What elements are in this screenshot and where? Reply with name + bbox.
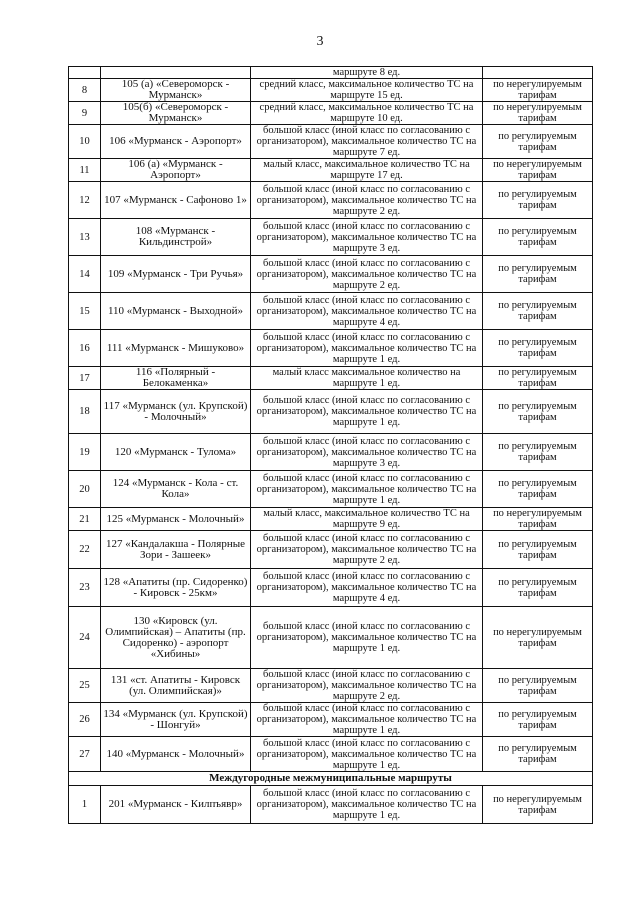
tariff-type: по регулируемым тарифам — [483, 390, 593, 434]
row-number: 14 — [69, 256, 101, 293]
row-number — [69, 67, 101, 79]
vehicle-class: малый класс максимальное количество на маршруте 1 ед. — [251, 367, 483, 390]
tariff-type: по регулируемым тарифам — [483, 125, 593, 159]
tariff-type: по регулируемым тарифам — [483, 471, 593, 508]
table-row — [69, 79, 593, 102]
row-number: 11 — [69, 159, 101, 182]
tariff-type: по регулируемым тарифам — [483, 531, 593, 569]
section-title: Междугородные межмуниципальные маршруты — [69, 772, 593, 786]
tariff-type: по нерегулируемым тарифам — [483, 159, 593, 182]
tariff-type: по регулируемым тарифам — [483, 330, 593, 367]
table-row — [69, 125, 593, 159]
table-row — [69, 607, 593, 669]
tariff-type: по нерегулируемым тарифам — [483, 508, 593, 531]
row-number: 19 — [69, 434, 101, 471]
table-row — [69, 159, 593, 182]
table-row — [69, 330, 593, 367]
route-name: 128 «Апатиты (пр. Сидоренко) - Кировск - 25км» — [101, 569, 251, 607]
route-name: 111 «Мурманск - Мишуково» — [101, 330, 251, 367]
table-row — [69, 293, 593, 330]
vehicle-class: большой класс (иной класс по согласованию с организатором), максимальное количество ТС на маршруте 4 ед. — [251, 293, 483, 330]
table-row — [69, 390, 593, 434]
route-name: 130 «Кировск (ул. Олимпийская) – Апатиты (пр. Сидоренко) - аэропорт «Хибины» — [101, 607, 251, 669]
table-row — [69, 219, 593, 256]
table-row — [69, 471, 593, 508]
vehicle-class: большой класс (иной класс по согласованию с организатором), максимальное количество ТС на маршруте 2 ед. — [251, 669, 483, 703]
vehicle-class: большой класс (иной класс по согласованию с организатором), максимальное количество ТС на маршруте 1 ед. — [251, 471, 483, 508]
route-name: 110 «Мурманск - Выходной» — [101, 293, 251, 330]
page-number: 3 — [316, 34, 324, 49]
row-number: 24 — [69, 607, 101, 669]
table-row — [69, 531, 593, 569]
row-number: 15 — [69, 293, 101, 330]
route-name: 105(б) «Североморск - Мурманск» — [101, 102, 251, 125]
row-number: 22 — [69, 531, 101, 569]
vehicle-class: большой класс (иной класс по согласованию с организатором), максимальное количество ТС на маршруте 1 ед. — [251, 330, 483, 367]
route-name — [101, 67, 251, 79]
vehicle-class: большой класс (иной класс по согласованию с организатором), максимальное количество ТС на маршруте 7 ед. — [251, 125, 483, 159]
vehicle-class: малый класс, максимальное количество ТС на маршруте 17 ед. — [251, 159, 483, 182]
row-number: 12 — [69, 182, 101, 219]
table-row — [69, 737, 593, 772]
route-name: 124 «Мурманск - Кола - ст. Кола» — [101, 471, 251, 508]
table-row — [69, 256, 593, 293]
vehicle-class: большой класс (иной класс по согласованию с организатором), максимальное количество ТС на маршруте 3 ед. — [251, 219, 483, 256]
table-row — [69, 182, 593, 219]
routes-table-body — [69, 67, 593, 824]
vehicle-class: большой класс (иной класс по согласованию с организатором), максимальное количество ТС на маршруте 1 ед. — [251, 703, 483, 737]
tariff-type: по нерегулируемым тарифам — [483, 607, 593, 669]
route-name: 108 «Мурманск - Кильдинстрой» — [101, 219, 251, 256]
route-name: 106 «Мурманск - Аэропорт» — [101, 125, 251, 159]
tariff-type: по регулируемым тарифам — [483, 434, 593, 471]
route-name: 201 «Мурманск - Килпъявр» — [101, 786, 251, 824]
tariff-type: по регулируемым тарифам — [483, 669, 593, 703]
table-row — [69, 508, 593, 531]
row-number: 23 — [69, 569, 101, 607]
vehicle-class: большой класс (иной класс по согласованию с организатором), максимальное количество ТС на маршруте 2 ед. — [251, 531, 483, 569]
table-row — [69, 434, 593, 471]
section-header-row — [69, 772, 593, 786]
vehicle-class: большой класс (иной класс по согласованию с организатором), максимальное количество ТС на маршруте 1 ед. — [251, 786, 483, 824]
tariff-type: по регулируемым тарифам — [483, 737, 593, 772]
row-number: 27 — [69, 737, 101, 772]
route-name: 140 «Мурманск - Молочный» — [101, 737, 251, 772]
table-row — [69, 367, 593, 390]
vehicle-class: средний класс, максимальное количество ТС на маршруте 10 ед. — [251, 102, 483, 125]
tariff-type — [483, 67, 593, 79]
vehicle-class: большой класс (иной класс по согласованию с организатором), максимальное количество ТС на маршруте 2 ед. — [251, 256, 483, 293]
table-row — [69, 786, 593, 824]
vehicle-class: большой класс (иной класс по согласованию с организатором), максимальное количество ТС на маршруте 1 ед. — [251, 607, 483, 669]
row-number: 10 — [69, 125, 101, 159]
routes-table — [68, 66, 593, 824]
tariff-type: по нерегулируемым тарифам — [483, 102, 593, 125]
vehicle-class: большой класс (иной класс по согласованию с организатором), максимальное количество ТС на маршруте 4 ед. — [251, 569, 483, 607]
row-number: 9 — [69, 102, 101, 125]
vehicle-class: малый класс, максимальное количество ТС на маршруте 9 ед. — [251, 508, 483, 531]
vehicle-class: большой класс (иной класс по согласованию с организатором), максимальное количество ТС на маршруте 1 ед. — [251, 737, 483, 772]
route-name: 116 «Полярный - Белокаменка» — [101, 367, 251, 390]
row-number: 20 — [69, 471, 101, 508]
tariff-type: по регулируемым тарифам — [483, 182, 593, 219]
tariff-type: по нерегулируемым тарифам — [483, 786, 593, 824]
vehicle-class: маршруте 8 ед. — [251, 67, 483, 79]
vehicle-class: средний класс, максимальное количество ТС на маршруте 15 ед. — [251, 79, 483, 102]
tariff-type: по регулируемым тарифам — [483, 293, 593, 330]
tariff-type: по регулируемым тарифам — [483, 256, 593, 293]
row-number: 25 — [69, 669, 101, 703]
route-name: 105 (а) «Североморск - Мурманск» — [101, 79, 251, 102]
tariff-type: по регулируемым тарифам — [483, 703, 593, 737]
table-row — [69, 102, 593, 125]
route-name: 107 «Мурманск - Сафоново 1» — [101, 182, 251, 219]
tariff-type: по регулируемым тарифам — [483, 569, 593, 607]
route-name: 106 (а) «Мурманск - Аэропорт» — [101, 159, 251, 182]
row-number: 1 — [69, 786, 101, 824]
tariff-type: по нерегулируемым тарифам — [483, 79, 593, 102]
table-row — [69, 669, 593, 703]
route-name: 117 «Мурманск (ул. Крупской) - Молочный» — [101, 390, 251, 434]
row-number: 16 — [69, 330, 101, 367]
row-number: 18 — [69, 390, 101, 434]
tariff-type: по регулируемым тарифам — [483, 219, 593, 256]
row-number: 13 — [69, 219, 101, 256]
row-number: 8 — [69, 79, 101, 102]
row-number: 21 — [69, 508, 101, 531]
route-name: 131 «ст. Апатиты - Кировск (ул. Олимпийская)» — [101, 669, 251, 703]
table-row — [69, 569, 593, 607]
row-number: 17 — [69, 367, 101, 390]
vehicle-class: большой класс (иной класс по согласованию с организатором), максимальное количество ТС на маршруте 1 ед. — [251, 390, 483, 434]
table-row — [69, 703, 593, 737]
vehicle-class: большой класс (иной класс по согласованию с организатором), максимальное количество ТС на маршруте 2 ед. — [251, 182, 483, 219]
row-number: 26 — [69, 703, 101, 737]
vehicle-class: большой класс (иной класс по согласованию с организатором), максимальное количество ТС на маршруте 3 ед. — [251, 434, 483, 471]
route-name: 125 «Мурманск - Молочный» — [101, 508, 251, 531]
route-name: 127 «Кандалакша - Полярные Зори - Зашеек» — [101, 531, 251, 569]
route-name: 109 «Мурманск - Три Ручья» — [101, 256, 251, 293]
route-name: 134 «Мурманск (ул. Крупской) - Шонгуй» — [101, 703, 251, 737]
route-name: 120 «Мурманск - Тулома» — [101, 434, 251, 471]
continuation-row — [69, 67, 593, 79]
tariff-type: по регулируемым тарифам — [483, 367, 593, 390]
